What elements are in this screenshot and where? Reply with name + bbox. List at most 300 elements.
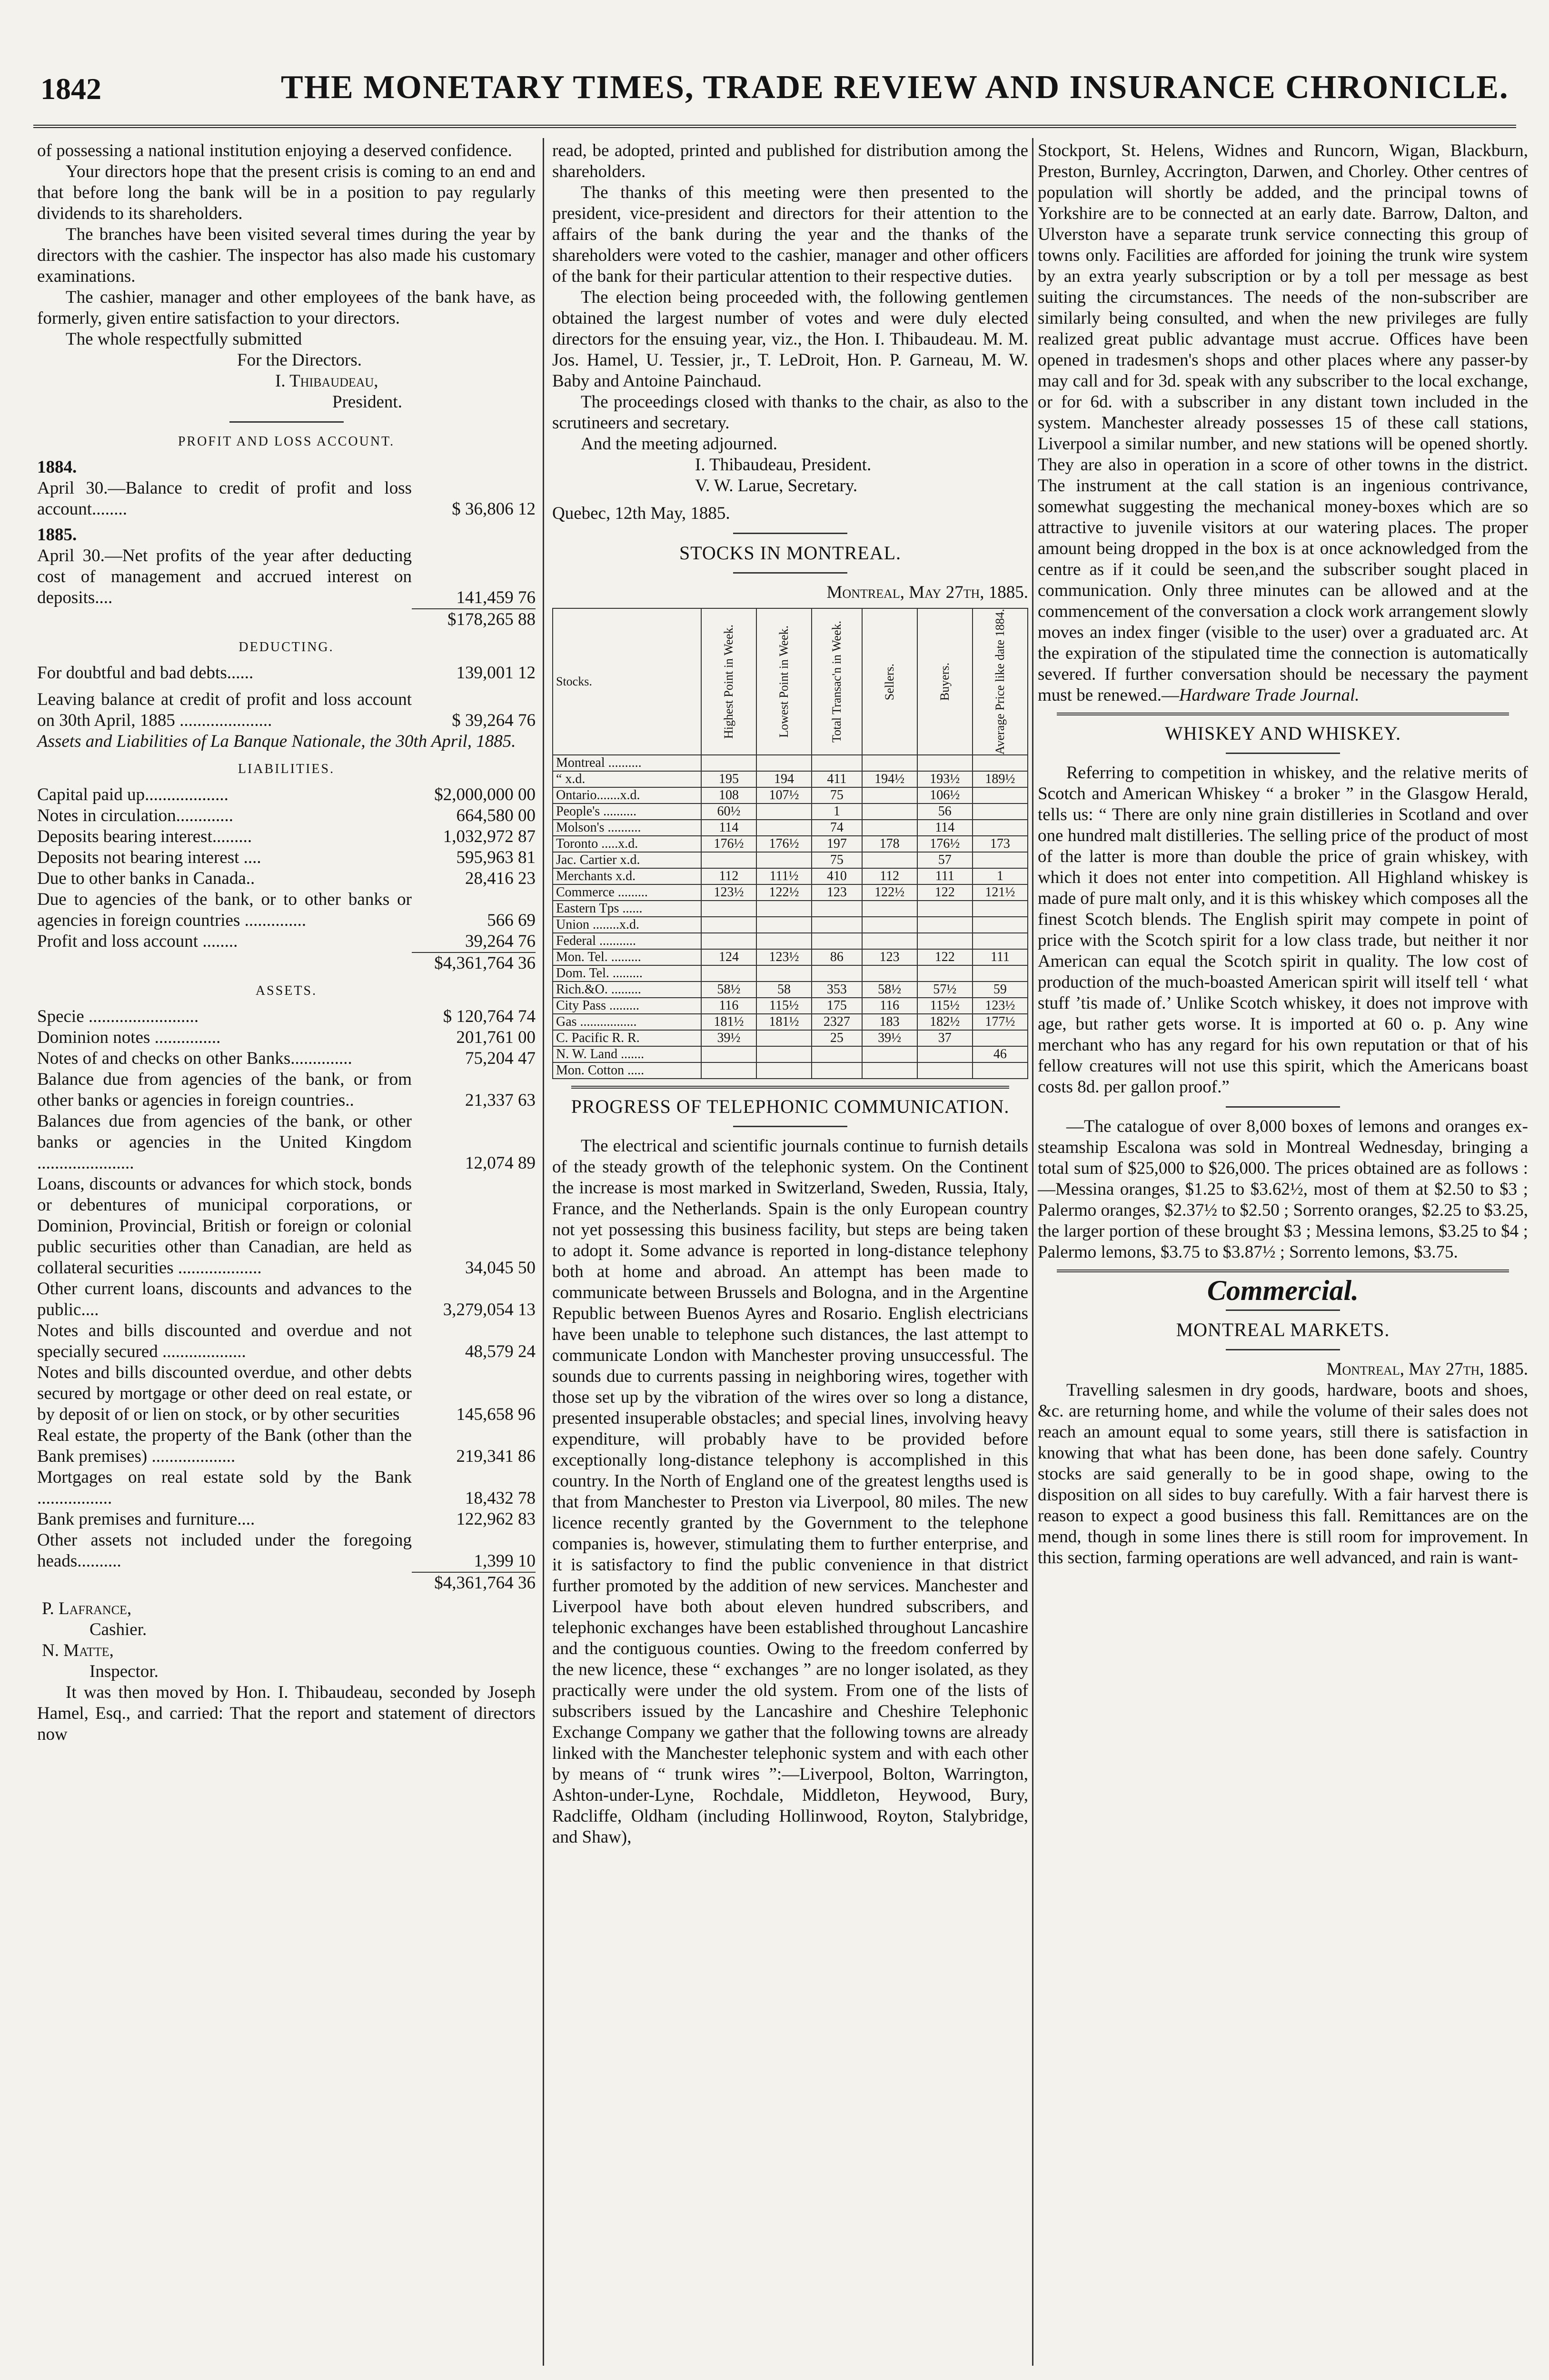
ledger-total [37,608,536,630]
stock-value [862,755,917,771]
stock-value: 108 [701,787,756,803]
ledger-amount: 75,204 47 [465,1049,536,1068]
ledger-row [37,478,536,520]
stock-value [973,803,1028,820]
stock-value [756,755,812,771]
ledger-label: Due to other banks in Canada.. [37,869,255,888]
double-rule [1057,1269,1509,1272]
ledger-row [37,1362,536,1425]
ledger-label: April 30.—Net profits of the year after deducting cost of management and accrued interest on deposits.... [37,546,412,607]
ledger-row [37,826,536,847]
ledger-row [37,663,536,684]
ledger-row [37,1509,536,1530]
stock-value [812,917,862,933]
stock-value [973,755,1028,771]
stock-value [917,917,973,933]
stock-value [862,820,917,836]
paragraph: The proceedings closed with thanks to the chair, as also to the scrutineers and secretary. [552,392,1028,433]
ledger-row [37,1048,536,1069]
short-rule [1226,753,1340,754]
ledger-amount: 39,264 76 [465,932,536,951]
section-heading: PROGRESS OF TELEPHONIC COMMUNICATION. [571,1096,1010,1118]
masthead-title: THE MONETARY TIMES, TRADE REVIEW AND INSURANCE CHRONICLE. [281,69,1509,106]
stock-value: 114 [701,820,756,836]
ledger-label: Balance due from agencies of the bank, or from other banks or agencies in foreign countries.. [37,1070,412,1110]
section-heading: LIABILITIES. [238,762,335,776]
ledger-amount: 48,579 24 [465,1342,536,1361]
table-row [553,868,1028,884]
stock-value: 112 [862,868,917,884]
total-amount: $178,265 88 [412,608,536,630]
total-amount: $4,361,764 36 [412,1572,536,1594]
stock-name: Toronto .....x.d. [553,836,701,852]
stock-value [973,1062,1028,1079]
stock-value [756,933,812,949]
stock-value: 107½ [756,787,812,803]
stock-value: 183 [862,1014,917,1030]
stock-value [973,965,1028,982]
stock-value [862,965,917,982]
stock-value [756,820,812,836]
ledger-label: Profit and loss account ........ [37,932,238,951]
stock-value [862,917,917,933]
ledger-row [37,1320,536,1362]
stock-value [917,933,973,949]
stock-value: 56 [917,803,973,820]
stock-value: 75 [812,852,862,868]
stock-value: 122 [917,884,973,901]
stock-value: 60½ [701,803,756,820]
statement-title: Assets and Liabilities of La Banque Nationale, the 30th April, 1885. [37,732,516,751]
short-rule [733,533,847,534]
paragraph: And the meeting adjourned. [581,434,778,454]
paragraph: The branches have been visited several times during the year by directors with the cashier. The inspector has also made his customary examinations. [37,225,536,286]
ledger-label: Loans, discounts or advances for which stock, bonds or debentures of municipal corporations, or Dominion, Provincial, British or foreign or colonial public securities other than Canadian, are held as collateral securities ................... [37,1174,412,1278]
stock-value [701,901,756,917]
stock-name: Rich.&O. ......... [553,982,701,998]
stock-value [756,965,812,982]
stock-value [812,1046,862,1062]
stock-value [862,901,917,917]
stock-name: “ x.d. [553,771,701,787]
stock-name: Gas ................. [553,1014,701,1030]
ledger-row [37,1467,536,1509]
stock-value [862,803,917,820]
stock-value: 173 [973,836,1028,852]
ledger-amount: 34,045 50 [465,1258,536,1278]
ledger-label: For doubtful and bad debts...... [37,663,254,683]
table-row [553,771,1028,787]
ledger-row [37,931,536,952]
short-rule [1226,1349,1340,1350]
short-rule [733,1126,847,1127]
liabilities-list [37,784,536,952]
ledger-row [37,689,536,731]
ledger-amount: 28,416 23 [465,869,536,888]
paragraph: Your directors hope that the present crisis is coming to an end and that before long the bank will be in a position to pay regularly dividends to its shareholders. [37,162,536,223]
table-row [553,787,1028,803]
header-rule [33,125,1516,128]
stock-value [701,852,756,868]
ledger-row [37,1425,536,1467]
ledger-label: Balances due from agencies of the bank, or other banks or agencies in the United Kingdom ...................... [37,1111,412,1173]
stock-name: Mon. Tel. ......... [553,949,701,965]
table-row [553,901,1028,917]
section-heading: DEDUCTING. [238,640,334,654]
stock-value: 115½ [917,998,973,1014]
stock-value: 123 [812,884,862,901]
stock-value: 111 [973,949,1028,965]
double-rule [571,1086,1009,1089]
stock-value [701,965,756,982]
paragraph: of possessing a national institution enjoying a deserved confidence. [37,141,512,160]
ledger-row [37,1530,536,1572]
table-row [553,982,1028,998]
column-3 [1038,140,1528,1568]
stock-value [973,852,1028,868]
stock-name: Commerce ......... [553,884,701,901]
stock-value [756,901,812,917]
table-row [553,836,1028,852]
short-rule [1226,1309,1340,1311]
stock-value [701,1046,756,1062]
table-row [553,1062,1028,1079]
section-banner: Commercial. [1207,1275,1359,1306]
stock-value: 59 [973,982,1028,998]
dateline: Quebec, 12th May, 1885. [552,504,730,523]
stock-value: 58½ [862,982,917,998]
stock-value: 181½ [756,1014,812,1030]
short-rule [733,572,847,574]
stock-name: C. Pacific R. R. [553,1030,701,1046]
ledger-amount: 664,580 00 [456,806,536,825]
stock-value [862,933,917,949]
stock-value [973,820,1028,836]
stock-value: 46 [973,1046,1028,1062]
signature-name: I. Thibaudeau, [275,371,378,391]
ledger-amount: 1,032,972 87 [443,827,536,846]
stock-value: 123½ [756,949,812,965]
stock-value [973,917,1028,933]
stock-value: 123 [862,949,917,965]
section-heading: MONTREAL MARKETS. [1176,1319,1390,1340]
stock-value [701,1062,756,1079]
stock-value [812,901,862,917]
ledger-amount: 3,279,054 13 [443,1300,536,1319]
page-header [33,62,1523,114]
short-rule [229,421,344,423]
ledger-amount: 141,459 76 [456,588,536,607]
stock-value: 1 [973,868,1028,884]
stock-value [862,787,917,803]
column-header: Sellers. [862,608,917,755]
stock-value: 37 [917,1030,973,1046]
stock-name: Dom. Tel. ......... [553,965,701,982]
column-header: Buyers. [917,608,973,755]
ledger-row [37,1279,536,1320]
stock-value [973,933,1028,949]
paragraph: The election being proceeded with, the following gentlemen obtained the largest number of votes and were duly elected directors for the ensuing year, viz., the Hon. I. Thibaudeau. M. M. Jos. Hamel, U. Tessier, jr., T. LeDroit, Hon. P. Garneau, M. W. Baby and Antoine Painchaud. [552,288,1028,391]
stock-value [756,917,812,933]
ledger-amount: 122,962 83 [456,1509,536,1529]
ledger-amount: $ 39,264 76 [452,711,536,730]
stock-value: 124 [701,949,756,965]
stock-value: 177½ [973,1014,1028,1030]
ledger-amount: $ 36,806 12 [452,499,536,519]
signature-name: P. Lafrance, [42,1599,132,1618]
table-row [553,1046,1028,1062]
paragraph: The electrical and scientific journals continue to furnish details of the steady growth of the telephonic system. On the Continent the increase is most marked in Switzerland, Sweden, Russia, Italy, France, and the Netherlands. Spain is the only European country not yet possessing this business facility, but steps are being taken to adopt it. Some advance is reported in long-distance telephony both at home and abroad. An attempt has been made to communicate between Brussels and Bologna, and in the Argentine Republic between Buenos Ayres and Rosario. English electricians have been unable to telephone such distances, the last attempt to communicate London with Manchester proving unsuccessful. The sounds due to currents passing in neighboring wires, together with those set up by the vibration of the wires over so long a distance, presented insuperable obstacles; and special lines, involving heavy expenditure, will probably have to be provided before exceptionally long-distance telephony is accomplished in this country. In the North of England one of the greatest lengths used is that from Manchester to Preston via Liverpool, 80 miles. The new licence recently granted by the Government to the telephone companies is, however, stimulating them to further enterprise, and it is satisfactory to find the public convenience in that district further promoted by the addition of new services. Manchester and Liverpool have both about eleven hundred subscribers, and telephonic exchanges have been established throughout Lancashire and the contiguous counties. Owing to the freedom conferred by the new licence, these “ exchanges ” are no longer isolated, as they practically were under the old system. From one of the lists of subscribers issued by the Lancashire and Cheshire Telephonic Exchange Company we gather that the following towns are already linked with the Manchester telephonic system and with each other by means of “ trunk wires ”:—Liverpool, Bolton, Warrington, Ashton-under-Lyne, Rochdale, Middleton, Heywood, Bury, Radcliffe, Oldham (including Hollinwood, Royton, Stalybridge, and Shaw), [552,1136,1028,1847]
paragraph: Travelling salesmen in dry goods, hardware, boots and shoes, &c. are returning home, and while the volume of their sales does not reach an amount equal to some years, still there is satisfaction in knowing that what has been done, has been done safely. Country stocks are said generally to be in good shape, owing to the disposition on all sides to buy carefully. With a fair harvest there is reason to expect a good business this fall. Remittances are on the mend, though in some lines there is still room for improvement. In this section, farming operations are well advanced, and rain is want- [1038,1380,1528,1567]
ledger-amount: 201,761 00 [456,1028,536,1047]
stock-value [917,1046,973,1062]
ledger-row [37,1174,536,1279]
stock-value: 176½ [756,836,812,852]
total-amount: $4,361,764 36 [412,952,536,974]
stock-value: 86 [812,949,862,965]
table-row [553,933,1028,949]
stock-name: Eastern Tps ...... [553,901,701,917]
paragraph: It was then moved by Hon. I. Thibaudeau, seconded by Joseph Hamel, Esq., and carried: That the report and statement of directors now [37,1683,536,1744]
stock-value: 176½ [701,836,756,852]
ledger-label: April 30.—Balance to credit of profit and loss account........ [37,478,412,519]
ledger-label: Notes and bills discounted and overdue and not specially secured ................... [37,1321,412,1361]
stock-value: 1 [812,803,862,820]
ledger-label: Due to agencies of the bank, or to other banks or agencies in foreign countries .............. [37,890,412,930]
column-header: Total Transac'n in Week. [812,608,862,755]
column-header: Lowest Point in Week. [756,608,812,755]
table-row [553,1030,1028,1046]
stock-value [973,787,1028,803]
stock-name: Federal ........... [553,933,701,949]
table-body [553,755,1028,1079]
stock-value: 74 [812,820,862,836]
page-number: 1842 [40,72,101,106]
table-row [553,1014,1028,1030]
stock-value [812,933,862,949]
stock-value: 123½ [701,884,756,901]
ledger-label: Bank premises and furniture.... [37,1509,255,1529]
stock-value: 114 [917,820,973,836]
stock-value: 116 [862,998,917,1014]
stock-name: City Pass ......... [553,998,701,1014]
stock-value: 122½ [862,884,917,901]
source-citation: Hardware Trade Journal. [1179,685,1360,705]
stock-value [917,1062,973,1079]
signature-name: N. Matte, [42,1641,114,1660]
signature-title: President. [332,392,402,412]
stock-value: 39½ [701,1030,756,1046]
stock-value: 57½ [917,982,973,998]
table-row [553,949,1028,965]
table-row [553,998,1028,1014]
table-row [553,917,1028,933]
ledger-row [37,847,536,868]
ledger-amount: 219,341 86 [456,1447,536,1466]
stock-value [756,1062,812,1079]
ledger-label: Other current loans, discounts and advances to the public.... [37,1279,412,1319]
stock-value [812,755,862,771]
section-heading: STOCKS IN MONTREAL. [679,542,902,564]
table-row [553,965,1028,982]
signature-line: For the Directors. [237,350,362,370]
stock-value [862,1046,917,1062]
ledger-row [37,805,536,826]
table-row [553,852,1028,868]
stock-value: 195 [701,771,756,787]
stock-value: 115½ [756,998,812,1014]
paragraph: The thanks of this meeting were then presented to the president, vice-president and directors for their attention to the affairs of the bank during the year and the thanks of the shareholders were voted to the cashier, manager and other officers of the bank for their particular attention to their respective duties. [552,183,1028,286]
stock-name: Ontario.......x.d. [553,787,701,803]
column-divider [1032,138,1033,2366]
stock-value: 116 [701,998,756,1014]
ledger-total [37,1572,536,1594]
ledger-label: Leaving balance at credit of profit and loss account on 30th April, 1885 ..................... [37,690,412,730]
stock-value: 122½ [756,884,812,901]
stock-value: 193½ [917,771,973,787]
signature-title: Inspector. [89,1662,159,1681]
ledger-label: Other assets not included under the foregoing heads.......... [37,1530,412,1571]
ledger-label: Dominion notes ............... [37,1028,221,1047]
ledger-row [37,545,536,608]
paragraph: Stockport, St. Helens, Widnes and Runcorn, Wigan, Blackburn, Preston, Burnley, Accrington, Darwen, and Chorley. Other centres of population will shortly be added, and the principal towns of Yorkshire are to be connected at an early date. Barrow, Dalton, and Ulverston have a separate trunk service connecting this group of towns only. Facilities are afforded for joining the trunk wire system by an extra yearly subscription or by a toll per message as best suiting the circumstances. The needs of the non-subscriber are similarly being consulted, and when the new privileges are fully realized great public advantage must accrue. Offices have been opened in tradesmen's shops and other places where any passer-by may call and for 3d. speak with any subscriber to the local exchange, or for 6d. with a subscriber in any distant town included in the system. Manchester already possesses 15 of these call stations, Liverpool a similar number, and new stations will be opened shortly. They are also in operation in a score of other towns in the district. The instrument at the call station is an ingenious contrivance, somewhat suggesting the mechanical money-boxes which are so attractive to juvenile visitors at our watering places. The proper amount being dropped in the box is at once acknowledged from the centre as if it could be seen,and the subscriber sought placed in communication. Only three minutes can be allowed and at the commencement of the conversation a clock work arrangement slowly moves an index finger (visible to the user) over a graduated arc. At the expiration of the stipulated time the connection is automatically severed. If further conversation should be necessary the payment must be renewed.—Hardware Trade Journal. [1038,141,1528,705]
signature-line: V. W. Larue, Secretary. [695,476,858,496]
stock-value: 58 [756,982,812,998]
stock-value [756,803,812,820]
short-rule [1226,1106,1340,1108]
ledger-row [37,868,536,889]
table-row [553,803,1028,820]
stock-value [701,755,756,771]
stock-value: 410 [812,868,862,884]
stock-value: 106½ [917,787,973,803]
stock-value: 57 [917,852,973,868]
ledger-label: Deposits bearing interest......... [37,827,252,846]
stock-name: People's .......... [553,803,701,820]
stock-value: 58½ [701,982,756,998]
stock-value: 75 [812,787,862,803]
ledger-amount: 595,963 81 [456,848,536,867]
ledger-row [37,1027,536,1048]
table-row [553,755,1028,771]
stock-name: Merchants x.d. [553,868,701,884]
stock-value [812,1062,862,1079]
column-divider [543,138,544,2366]
section-heading: WHISKEY AND WHISKEY. [1165,723,1401,744]
stock-value: 39½ [862,1030,917,1046]
stock-name: Union ........x.d. [553,917,701,933]
stock-value: 194½ [862,771,917,787]
section-heading: PROFIT AND LOSS ACCOUNT. [178,434,395,449]
stock-value: 122 [917,949,973,965]
ledger-label: Mortgages on real estate sold by the Bank ................. [37,1468,412,1508]
stock-value [756,1030,812,1046]
ledger-label: Capital paid up................... [37,785,228,804]
year-label: 1884. [37,457,77,477]
ledger-amount: 18,432 78 [465,1488,536,1508]
ledger-amount: 145,658 96 [456,1405,536,1424]
stock-value: 25 [812,1030,862,1046]
stock-value [862,1062,917,1079]
ledger-amount: 12,074 89 [465,1153,536,1173]
column-header: Average Price like date 1884. [973,608,1028,755]
ledger-row [37,784,536,805]
ledger-amount: $2,000,000 00 [434,785,536,804]
year-label: 1885. [37,525,77,545]
paragraph: The cashier, manager and other employees of the bank have, as formerly, given entire satisfaction to your directors. [37,288,536,328]
stock-value: 121½ [973,884,1028,901]
stock-value: 112 [701,868,756,884]
ledger-label: Deposits not bearing interest .... [37,848,261,867]
stock-value: 353 [812,982,862,998]
ledger-amount: $ 120,764 74 [443,1007,536,1026]
stock-value: 123½ [973,998,1028,1014]
stock-value: 194 [756,771,812,787]
ledger-row [37,1006,536,1027]
stock-name: Jac. Cartier x.d. [553,852,701,868]
stock-value [917,755,973,771]
dateline: Montreal, May 27th, 1885. [826,583,1028,602]
paragraph: read, be adopted, printed and published for distribution among the shareholders. [552,141,1028,181]
stock-value: 197 [812,836,862,852]
ledger-amount: 1,399 10 [474,1551,536,1571]
stock-value: 111½ [756,868,812,884]
stock-value: 181½ [701,1014,756,1030]
stock-value: 411 [812,771,862,787]
ledger-amount: 21,337 63 [465,1091,536,1110]
stock-value [973,901,1028,917]
stock-name: Montreal .......... [553,755,701,771]
stock-value [862,852,917,868]
ledger-row [37,1111,536,1174]
stock-value: 176½ [917,836,973,852]
stock-value: 178 [862,836,917,852]
dateline: Montreal, May 27th, 1885. [1326,1359,1528,1379]
signature-title: Cashier. [89,1620,147,1639]
stock-value [756,852,812,868]
stock-name: Mon. Cotton ..... [553,1062,701,1079]
column-2 [552,140,1028,1848]
stock-value: 2327 [812,1014,862,1030]
ledger-label: Notes in circulation............. [37,806,234,825]
assets-list [37,1006,536,1572]
stock-value: 175 [812,998,862,1014]
ledger-amount: 139,001 12 [456,663,536,683]
stock-value: 111 [917,868,973,884]
stock-value [701,917,756,933]
section-heading: ASSETS. [255,983,318,998]
ledger-label: Specie ......................... [37,1007,199,1026]
stock-value: 182½ [917,1014,973,1030]
stock-value [701,933,756,949]
paragraph: The whole respectfully submitted [66,329,302,349]
table-row [553,820,1028,836]
paragraph: —The catalogue of over 8,000 boxes of lemons and oranges ex-steamship Escalona was sold in Montreal Wednesday, bringing a total sum of $25,000 to $26,000. The prices obtained are as follows :—Messina oranges, $1.25 to $3.62½, most of them at $2.50 to $3 ; Palermo oranges, $2.37½ to $2.50 ; Sorrento oranges, $2.25 to $3.25, the larger portion of these brought $3 ; Messina lemons, $3.25 to $4 ; Palermo lemons, $3.75 to $3.87½ ; Sorrento lemons, $3.75. [1038,1117,1528,1262]
stock-value [973,1030,1028,1046]
stock-value [917,965,973,982]
table-row [553,884,1028,901]
stock-value [812,965,862,982]
table-header-row [553,608,1028,755]
ledger-label: Notes of and checks on other Banks.............. [37,1049,352,1068]
stocks-table [552,608,1028,1079]
stock-value: 189½ [973,771,1028,787]
double-rule [1057,713,1509,715]
stock-name: N. W. Land ....... [553,1046,701,1062]
stock-name: Molson's .......... [553,820,701,836]
column-header: Highest Point in Week. [701,608,756,755]
ledger-total [37,952,536,974]
